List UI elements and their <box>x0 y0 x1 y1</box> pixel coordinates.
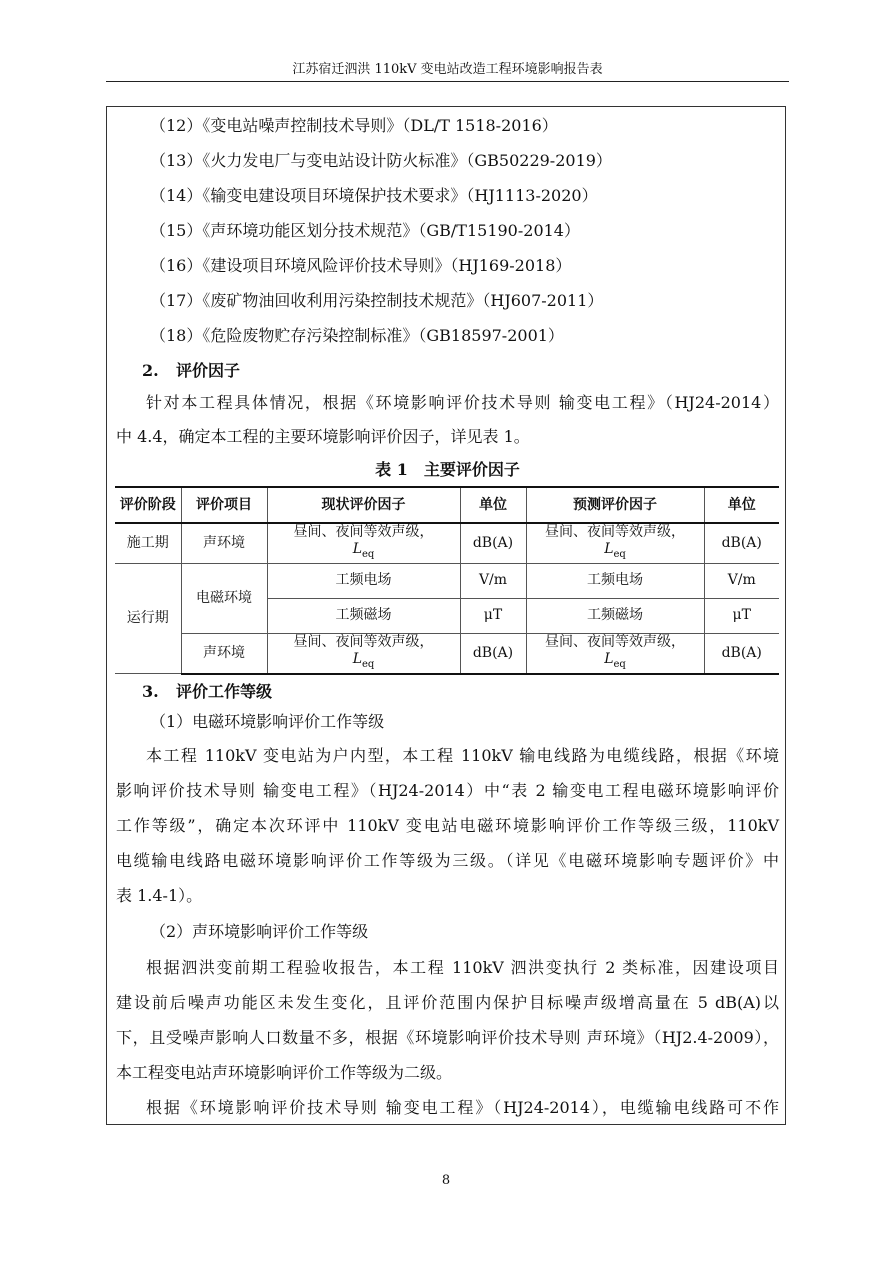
factor-cell <box>526 633 704 673</box>
paragraph-line: 中 4.4，确定本工程的主要环境影响评价因子，详见表 1。 <box>116 427 530 446</box>
reference-item: （15）《声环境功能区划分技术规范》（GB/T15190-2014） <box>150 221 580 240</box>
factor-cell: 工频磁场 <box>267 598 460 633</box>
table-caption: 表 1 主要评价因子 <box>375 460 520 479</box>
paragraph-line: 工作等级”，确定本次环评中 110kV 变电站电磁环境影响评价工作等级三级，110kV <box>116 816 779 835</box>
paragraph-line: 下，且受噪声影响人口数量不多，根据《环境影响评价技术导则 声环境》（HJ2.4-2009）， <box>116 1028 779 1047</box>
paragraph-line: 影响评价技术导则 输变电工程》（HJ24-2014）中“表 2 输变电工程电磁环境影响评价 <box>116 781 779 800</box>
section-number: 3. <box>142 682 159 701</box>
unit-cell: μT <box>460 598 526 633</box>
section-title: 评价工作等级 <box>176 682 273 701</box>
factor-cell: 工频磁场 <box>526 598 704 633</box>
paragraph-line: 针对本工程具体情况，根据《环境影响评价技术导则 输变电工程》（HJ24-2014） <box>146 393 779 412</box>
subsection-heading: （1）电磁环境影响评价工作等级 <box>150 712 385 731</box>
column-header: 评价项目 <box>181 487 267 523</box>
paragraph-line: 本工程 110kV 变电站为户内型，本工程 110kV 输电线路为电缆线路，根据《环境 <box>146 746 779 765</box>
stage-cell: 施工期 <box>115 523 181 563</box>
table-row <box>115 523 779 563</box>
paragraph-line: 本工程变电站声环境影响评价工作等级为二级。 <box>116 1063 453 1082</box>
unit-cell: μT <box>704 598 779 633</box>
unit-cell: dB(A) <box>460 633 526 673</box>
unit-cell: dB(A) <box>460 523 526 563</box>
factor-text: 昼间、夜间等效声级， <box>293 524 434 540</box>
item-cell: 声环境 <box>181 523 267 563</box>
unit-cell: dB(A) <box>704 523 779 563</box>
reference-item: （17）《废矿物油回收利用污染控制技术规范》（HJ607-2011） <box>150 291 604 310</box>
reference-item: （18）《危险废物贮存污染控制标准》（GB18597-2001） <box>150 326 564 345</box>
column-header: 单位 <box>704 487 779 523</box>
factor-text: 昼间、夜间等效声级， <box>545 524 685 540</box>
factor-cell <box>267 633 460 673</box>
reference-item: （16）《建设项目环境风险评价技术导则》（HJ169-2018） <box>150 256 572 275</box>
leq-symbol: $L_{eq}$ <box>352 650 375 670</box>
factor-text: 昼间、夜间等效声级， <box>293 633 434 650</box>
paragraph-line: 建设前后噪声功能区未发生变化，且评价范围内保护目标噪声级增高量在 5 dB(A)以 <box>116 993 779 1012</box>
section-2-heading <box>142 361 805 381</box>
unit-cell: dB(A) <box>704 633 779 673</box>
running-header: 江苏宿迁泗洪 110kV 变电站改造工程环境影响报告表 <box>292 62 603 77</box>
factor-text: 昼间、夜间等效声级， <box>545 633 685 650</box>
section-3-heading <box>142 682 805 702</box>
leq-symbol: $L_{eq}$ <box>352 541 375 560</box>
header-rule <box>106 81 789 82</box>
section-number: 2. <box>142 361 159 380</box>
leq-symbol: $L_{eq}$ <box>604 650 626 670</box>
item-cell: 声环境 <box>181 633 267 673</box>
factor-cell: 工频电场 <box>267 563 460 598</box>
paragraph-line: 电缆输电线路电磁环境影响评价工作等级为三级。（详见《电磁环境影响专题评价》中 <box>116 851 779 870</box>
unit-cell: V/m <box>460 563 526 598</box>
page-number: 8 <box>441 1173 451 1188</box>
stage-cell: 运行期 <box>115 563 181 673</box>
table-header-row <box>115 487 779 523</box>
reference-item: （12）《变电站噪声控制技术导则》（DL/T 1518-2016） <box>150 116 558 135</box>
table-row <box>115 563 779 598</box>
factor-cell <box>267 523 460 563</box>
unit-cell: V/m <box>704 563 779 598</box>
leq-symbol: $L_{eq}$ <box>604 541 626 560</box>
column-header: 单位 <box>460 487 526 523</box>
table-row <box>115 633 779 673</box>
paragraph-line: 根据泗洪变前期工程验收报告，本工程 110kV 泗洪变执行 2 类标准，因建设项目 <box>146 958 779 977</box>
subsection-heading: （2）声环境影响评价工作等级 <box>150 922 369 941</box>
section-title: 评价因子 <box>176 361 241 380</box>
item-cell: 电磁环境 <box>181 563 267 633</box>
factor-cell: 工频电场 <box>526 563 704 598</box>
column-header: 预测评价因子 <box>526 487 704 523</box>
factor-cell <box>526 523 704 563</box>
column-header: 评价阶段 <box>115 487 181 523</box>
column-header: 现状评价因子 <box>267 487 460 523</box>
evaluation-factors-table <box>115 486 779 675</box>
paragraph-line: 表 1.4-1）。 <box>116 886 203 905</box>
paragraph-line: 根据《环境影响评价技术导则 输变电工程》（HJ24-2014），电缆输电线路可不作 <box>146 1098 779 1117</box>
reference-item: （14）《输变电建设项目环境保护技术要求》（HJ1113-2020） <box>150 186 598 205</box>
reference-item: （13）《火力发电厂与变电站设计防火标准》（GB50229-2019） <box>150 151 612 170</box>
